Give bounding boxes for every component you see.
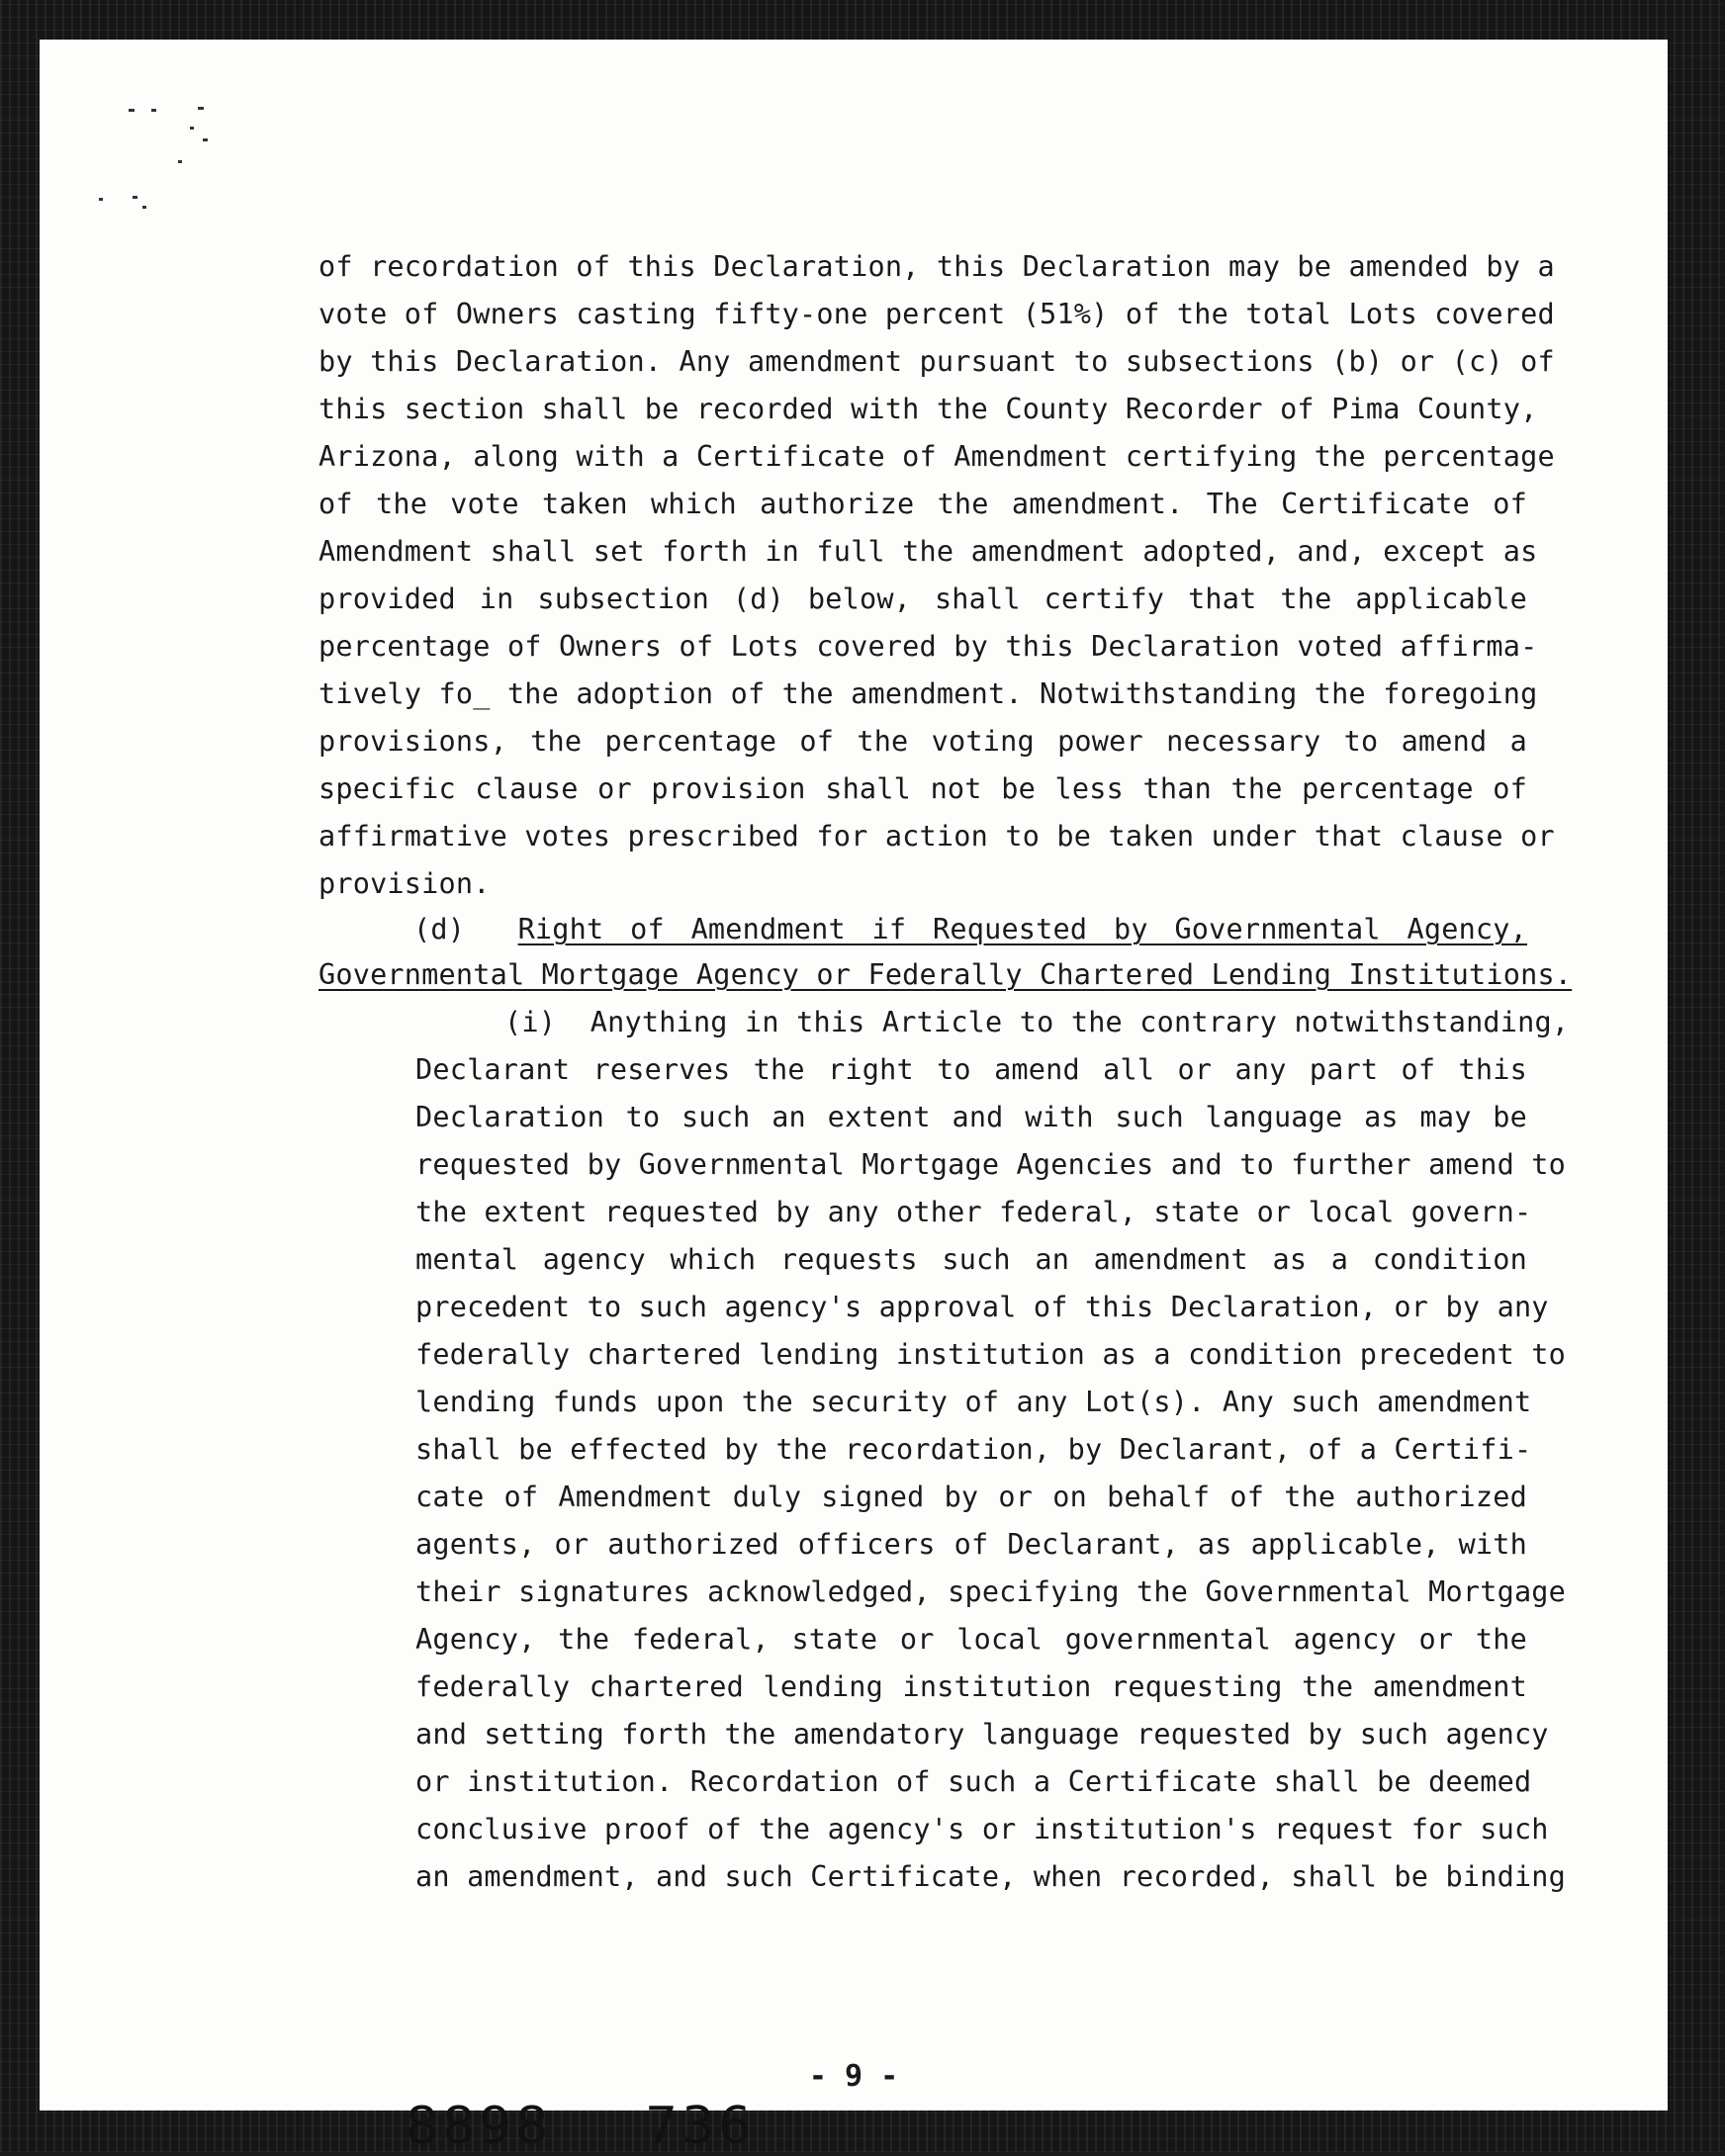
section-d-heading-continued (318, 951, 1573, 999)
scan-specks (40, 40, 237, 218)
subsection-i-line: their signatures acknowledged, specifying the Governmental Mortgage (415, 1575, 1567, 1608)
subsection-i-line: conclusive proof of the agency's or institution's request for such (415, 1813, 1549, 1845)
paragraph-line: by this Declaration. Any amendment pursuant to subsections (b) or (c) of (318, 345, 1555, 378)
paragraph-line: specific clause or provision shall not be less than the percentage of (318, 772, 1527, 805)
subsection-i-line: agents, or authorized officers of Declarant, as applicable, with (415, 1528, 1527, 1561)
subsection-i-text: Anything in this Article to the contrary notwithstanding, (590, 1006, 1570, 1038)
subsection-i-label: (i) (504, 1006, 557, 1038)
paragraph-line: of the vote taken which authorize the amendment. The Certificate of (318, 488, 1527, 520)
paragraph-line: Amendment shall set forth in full the amendment adopted, and, except as (318, 535, 1538, 568)
subsection-i-line: federally chartered lending institution as a condition precedent to (415, 1338, 1567, 1371)
subsection-i-line: shall be effected by the recordation, by Declarant, of a Certifi- (415, 1433, 1532, 1466)
paragraph-line: affirmative votes prescribed for action to be taken under that clause or (318, 820, 1555, 853)
subsection-i-line: or institution. Recordation of such a Certificate shall be deemed (415, 1765, 1532, 1798)
paragraph-line: provision. (318, 867, 491, 900)
paragraph-line: provided in subsection (d) below, shall certify that the applicable (318, 583, 1527, 615)
subsection-i-line: an amendment, and such Certificate, when recorded, shall be binding (415, 1860, 1567, 1893)
subsection-i-line: Declarant reserves the right to amend all or any part of this (415, 1053, 1527, 1086)
subsection-i-line: cate of Amendment duly signed by or on behalf of the authorized (415, 1481, 1527, 1513)
section-d-label: (d) (413, 913, 466, 945)
paragraph-line: tively fo_ the adoption of the amendment. Notwithstanding the foregoing (318, 677, 1538, 710)
section-d-heading (413, 906, 1527, 953)
paragraph-line: of recordation of this Declaration, this Declaration may be amended by a (318, 250, 1555, 283)
paragraph-line: provisions, the percentage of the voting power necessary to amend a (318, 725, 1527, 758)
subsection-i-line (504, 999, 1570, 1046)
section-d-heading-line (413, 906, 1527, 953)
section-d-title-continued: Governmental Mortgage Agency or Federally Chartered Lending Institutions. (318, 958, 1573, 991)
page-number: - 9 - (808, 2059, 899, 2094)
paragraph-line: Arizona, along with a Certificate of Amendment certifying the percentage (318, 440, 1555, 473)
document-page (40, 40, 1668, 2156)
subsection-i-line: precedent to such agency's approval of this Declaration, or by any (415, 1291, 1549, 1323)
paragraph-c-continuation (318, 243, 1555, 908)
subsection-i-line: Agency, the federal, state or local governmental agency or the (415, 1623, 1527, 1656)
subsection-i-line: requested by Governmental Mortgage Agencies and to further amend to (415, 1148, 1567, 1181)
paragraph-line: vote of Owners casting fifty-one percent (51%) of the total Lots covered (318, 298, 1555, 330)
paragraph-line: percentage of Owners of Lots covered by this Declaration voted affirma- (318, 630, 1538, 663)
section-d-title: Right of Amendment if Requested by Governmental Agency, (517, 913, 1528, 945)
subsection-i-line: mental agency which requests such an amendment as a condition (415, 1243, 1527, 1276)
subsection-i-first-line (504, 999, 1570, 1046)
subsection-i-line: Declaration to such an extent and with such language as may be (415, 1101, 1527, 1133)
subsection-i-line: the extent requested by any other federal, state or local govern- (415, 1196, 1532, 1228)
page-stamp: 736 (645, 2097, 756, 2156)
subsection-i-line: lending funds upon the security of any Lot(s). Any such amendment (415, 1386, 1532, 1418)
subsection-i-body (415, 1046, 1567, 1901)
subsection-i-line: federally chartered lending institution requesting the amendment (415, 1670, 1527, 1703)
paragraph-line: this section shall be recorded with the County Recorder of Pima County, (318, 393, 1538, 425)
subsection-i-line: and setting forth the amendatory language requested by such agency (415, 1718, 1549, 1751)
book-number-stamp: 8898 (406, 2097, 553, 2156)
